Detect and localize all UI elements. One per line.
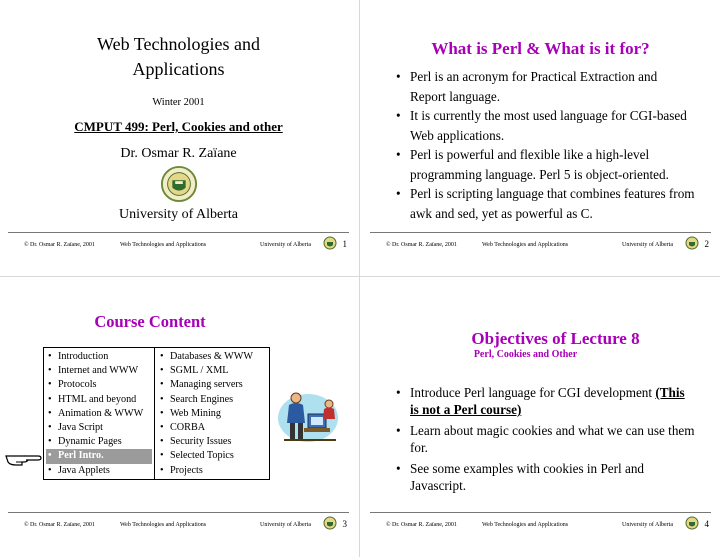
vertical-divider	[359, 0, 360, 557]
bullet-item: • Perl is an acronym for Practical Extraction and Report language.	[396, 67, 696, 106]
page-number: 3	[342, 519, 347, 529]
footer-university: University of Alberta	[622, 242, 673, 248]
bullet-item: • Introduce Perl language for CGI development (This is not a Perl course)	[396, 384, 696, 418]
topic-item: • Selected Topics	[158, 449, 268, 463]
slide-footer	[370, 512, 711, 533]
footer-course: Web Technologies and Applications	[120, 242, 207, 248]
topic-item: • Internet and WWW	[46, 364, 152, 378]
slide-4	[362, 280, 719, 555]
horizontal-divider	[0, 276, 720, 277]
course-content-table	[43, 347, 270, 480]
slide-3	[0, 280, 357, 555]
page-number: 4	[704, 519, 709, 529]
footer-copyright: © Dr. Osmar R. Zaïane, 2001	[386, 242, 457, 248]
course-topics-right	[158, 350, 268, 478]
topic-item: • Managing servers	[158, 378, 268, 392]
seal-icon	[685, 236, 699, 250]
footer-university: University of Alberta	[622, 522, 673, 528]
topic-item: • Animation & WWW	[46, 407, 152, 421]
slide3-title: Course Content	[94, 312, 206, 331]
footer-university: University of Alberta	[260, 242, 311, 248]
topic-item: • Introduction	[46, 350, 152, 364]
slide2-title: What is Perl & What is it for?	[431, 39, 650, 58]
slide4-subtitle: Perl, Cookies and Other	[473, 349, 578, 360]
footer-copyright: © Dr. Osmar R. Zaïane, 2001	[24, 242, 95, 248]
topic-item: • Databases & WWW	[158, 350, 268, 364]
slide-footer	[370, 232, 711, 253]
topic-item: • Dynamic Pages	[46, 435, 152, 449]
bullet-item: • Perl is scripting language that combines features from awk and sed, yet as powerful as C.	[396, 184, 696, 223]
page-number: 2	[704, 239, 709, 249]
topic-item: • Search Engines	[158, 393, 268, 407]
people-at-computer-icon	[274, 378, 344, 448]
slide1-university: University of Alberta	[119, 207, 238, 222]
topic-item: • Security Issues	[158, 435, 268, 449]
bullet-item: • See some examples with cookies in Perl and Javascript.	[396, 460, 696, 494]
footer-copyright: © Dr. Osmar R. Zaïane, 2001	[24, 522, 95, 528]
bullet-item: • Learn about magic cookies and what we can use them for.	[396, 422, 696, 456]
topic-item: • SGML / XML	[158, 364, 268, 378]
topic-item-current: • Perl Intro.	[46, 449, 152, 463]
table-divider	[154, 348, 155, 479]
bullet-item: • Perl is powerful and flexible like a high-level programming language. Perl 5 is object-oriented.	[396, 145, 696, 184]
slide1-course: CMPUT 499: Perl, Cookies and other	[74, 119, 283, 134]
slide1-author: Dr. Osmar R. Zaïane	[120, 146, 237, 161]
seal-icon	[323, 516, 337, 530]
seal-icon	[323, 236, 337, 250]
university-seal-icon	[160, 165, 198, 203]
footer-course: Web Technologies and Applications	[482, 242, 569, 248]
slide-1	[0, 0, 357, 275]
slide-2	[362, 0, 719, 275]
bullet-item: • It is currently the most used language for CGI-based Web applications.	[396, 106, 696, 145]
bullet-emphasis: (This is not a Perl course)	[410, 385, 685, 417]
slide-footer	[8, 512, 349, 533]
page-number: 1	[342, 239, 347, 249]
slide2-bullets	[396, 67, 696, 223]
slide1-term: Winter 2001	[152, 97, 205, 108]
seal-icon	[685, 516, 699, 530]
slide4-title: Objectives of Lecture 8	[471, 329, 640, 348]
course-topics-left	[46, 350, 152, 478]
topic-item: • Java Script	[46, 421, 152, 435]
topic-item: • Java Applets	[46, 464, 152, 478]
topic-item: • CORBA	[158, 421, 268, 435]
topic-item: • Protocols	[46, 378, 152, 392]
footer-course: Web Technologies and Applications	[482, 522, 569, 528]
topic-item: • Web Mining	[158, 407, 268, 421]
slide4-bullets	[396, 384, 696, 498]
pointing-hand-icon	[4, 448, 42, 470]
topic-item: • HTML and beyond	[46, 393, 152, 407]
slide-footer	[8, 232, 349, 253]
slide1-title: Web Technologies and Applications	[97, 34, 260, 79]
footer-university: University of Alberta	[260, 522, 311, 528]
footer-copyright: © Dr. Osmar R. Zaïane, 2001	[386, 522, 457, 528]
footer-course: Web Technologies and Applications	[120, 522, 207, 528]
topic-item: • Projects	[158, 464, 268, 478]
